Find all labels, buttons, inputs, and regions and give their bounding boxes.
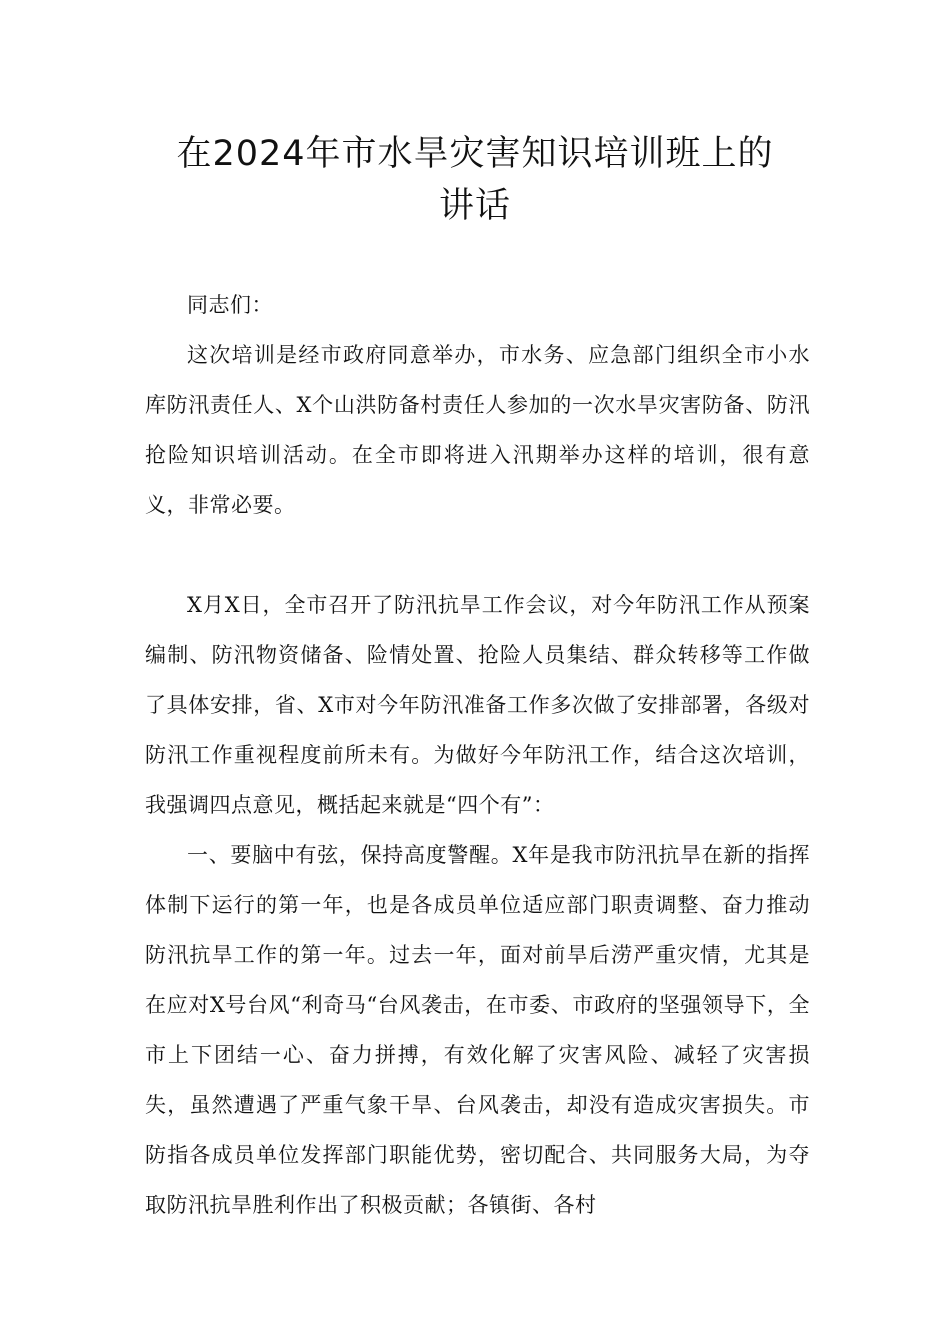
document-title: [100, 128, 850, 232]
paragraph-meeting: X月X日，全市召开了防汛抗旱工作会议，对今年防汛工作从预案编制、防汛物资储备、险情处置、抢险人员集结、群众转移等工作做了具体安排，省、X市对今年防汛准备工作多次做了安排部署，各级对防汛工作重视程度前所未有。为做好今年防汛工作，结合这次培训，我强调四点意见，概括起来就是“四个有”：: [145, 593, 810, 817]
salutation-block: [145, 280, 810, 330]
main-block: [145, 580, 810, 1230]
salutation: 同志们：: [187, 293, 273, 317]
title-line-2: 讲话: [438, 186, 511, 226]
title-line-1: 在2024年市水旱灾害知识培训班上的: [176, 134, 774, 174]
paragraph-point-one: 一、要脑中有弦，保持高度警醒。X年是我市防汛抗旱在新的指挥体制下运行的第一年，也是各成员单位适应部门职责调整、奋力推动防汛抗旱工作的第一年。过去一年，面对前旱后涝严重灾情，尤其是在应对X号台风“利奇马“台风袭击，在市委、市政府的坚强领导下，全市上下团结一心、奋力拼搏，有效化解了灾害风险、减轻了灾害损失，虽然遭遇了严重气象干旱、台风袭击，却没有造成灾害损失。市防指各成员单位发挥部门职能优势，密切配合、共同服务大局，为夺取防汛抗旱胜利作出了积极贡献；各镇街、各村: [145, 843, 810, 1217]
intro-block: [145, 330, 810, 530]
paragraph-intro: 这次培训是经市政府同意举办，市水务、应急部门组织全市小水库防汛责任人、X个山洪防备村责任人参加的一次水旱灾害防备、防汛抢险知识培训活动。在全市即将进入汛期举办这样的培训，很有意义，非常必要。: [145, 343, 810, 517]
